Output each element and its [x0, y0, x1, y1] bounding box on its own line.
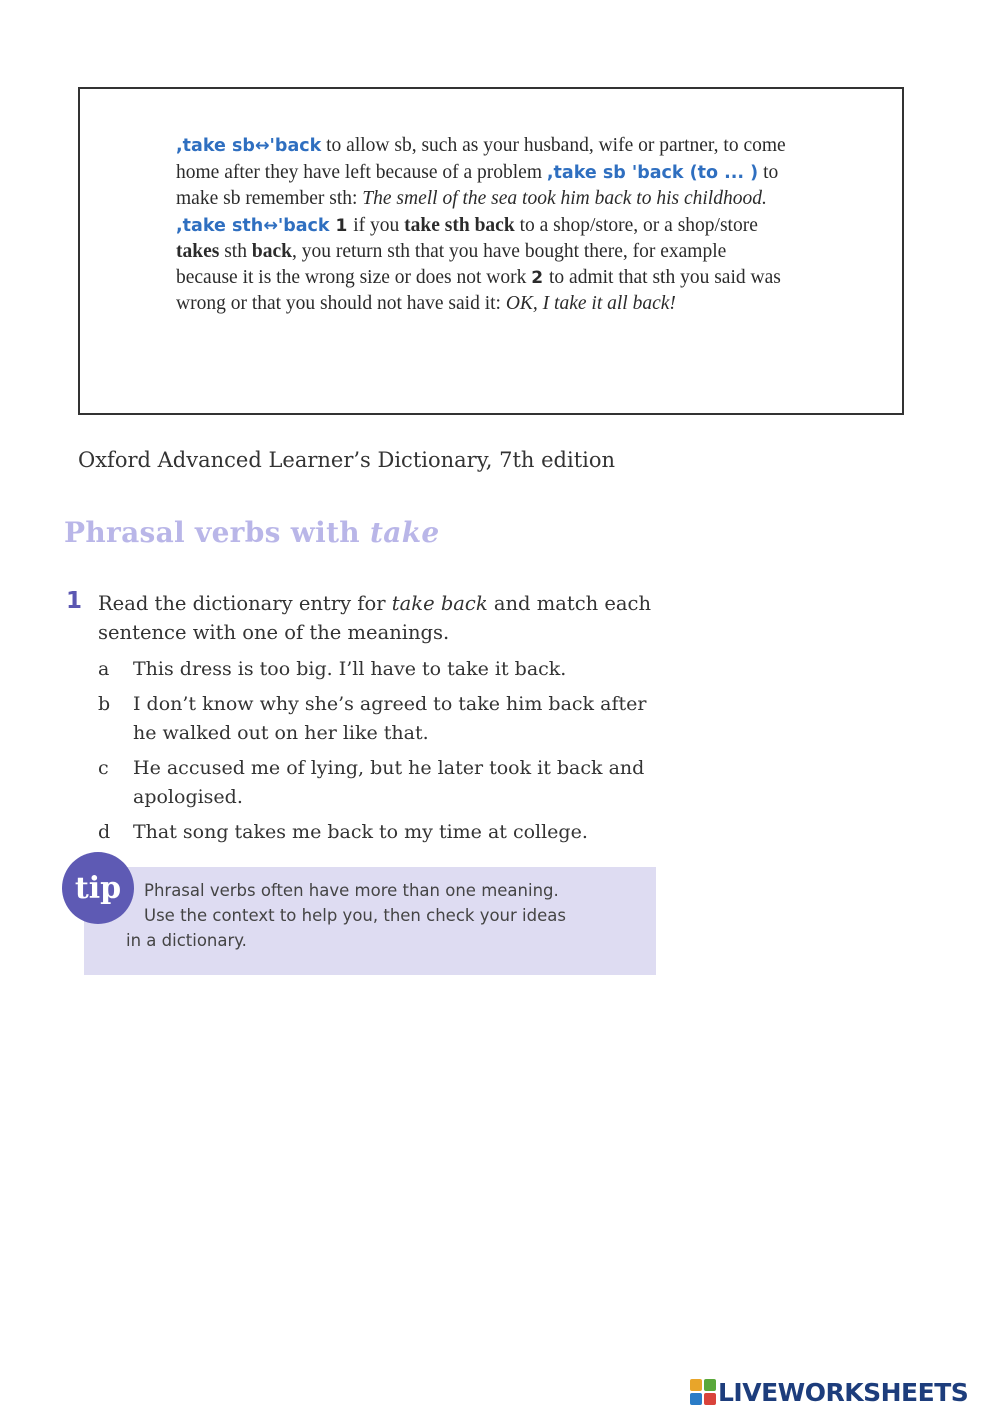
exercise-item-b	[98, 690, 668, 748]
logo-square-1	[690, 1379, 702, 1391]
liveworksheets-brand: LIVEWORKSHEETS	[718, 1377, 969, 1407]
definition-2: to make sb remember sth:	[176, 161, 779, 209]
dictionary-entry-box	[78, 87, 904, 415]
tip-line-2: Use the context to help you, then check your ideas	[144, 906, 566, 925]
exercise-items	[98, 655, 668, 853]
logo-square-4	[704, 1393, 716, 1405]
example-2: The smell of the sea took him back to his childhood.	[362, 188, 767, 209]
item-text: This dress is too big. I’ll have to take it back.	[133, 658, 567, 680]
item-text: He accused me of lying, but he later took it back and apologised.	[133, 757, 645, 808]
sense-number-2: 2	[531, 267, 549, 288]
item-letter: b	[98, 693, 111, 715]
instruction-post: and match each sentence with one of the meanings.	[98, 592, 652, 644]
instruction-pre: Read the dictionary entry for	[98, 592, 392, 615]
bold-phrase-3: back	[251, 241, 292, 262]
headword-take-sb-back-to: ,take sb 'back (to ... )	[546, 162, 759, 183]
tip-text	[128, 878, 638, 953]
exercise-number: 1	[66, 588, 83, 614]
item-text: That song takes me back to my time at college.	[133, 821, 588, 843]
definition-1: to allow sb, such as your husband, wife or partner, to come home after they have left because of a problem	[176, 135, 786, 183]
section-title-prefix: Phrasal verbs with	[64, 516, 371, 549]
definition-3c: sth	[219, 241, 252, 262]
liveworksheets-icon	[690, 1379, 716, 1405]
dictionary-source: Oxford Advanced Learner’s Dictionary, 7th edition	[78, 448, 616, 472]
example-3: OK, I take it all back!	[505, 293, 676, 314]
bold-phrase-1: take sth back	[404, 214, 515, 236]
tip-line-1: Phrasal verbs often have more than one meaning.	[144, 881, 559, 900]
sense-number-1: 1	[329, 215, 354, 236]
item-letter: a	[98, 658, 110, 680]
definition-3e: to admit that sth you said was wrong or that you should not have said it:	[176, 266, 781, 314]
item-letter: c	[98, 757, 109, 779]
exercise-item-c	[98, 754, 668, 812]
tip-line-3: in a dictionary.	[126, 931, 247, 950]
exercise-item-a	[98, 655, 668, 684]
headword-take-sb-back: ,take sb↔'back	[176, 136, 322, 156]
headword-take-sth-back: ,take sth↔'back	[176, 215, 330, 236]
definition-3a: if you	[353, 214, 405, 236]
section-title	[64, 516, 440, 549]
exercise-item-d	[98, 818, 668, 847]
bold-phrase-2: takes	[176, 241, 220, 262]
definition-3b: to a shop/store, or a shop/store	[514, 214, 758, 236]
liveworksheets-logo[interactable]	[690, 1376, 968, 1408]
instruction-emphasis: take back	[391, 592, 488, 615]
tip-badge: tip	[62, 852, 134, 924]
item-text: I don’t know why she’s agreed to take him back after he walked out on her like that.	[133, 693, 647, 744]
logo-square-2	[704, 1379, 716, 1391]
section-title-emphasis: take	[370, 516, 440, 549]
dictionary-entry-text	[176, 133, 786, 317]
logo-square-3	[690, 1393, 702, 1405]
item-letter: d	[98, 821, 111, 843]
definition-3d: , you return sth that you have bought there, for example because it is the wrong size or does not work	[176, 241, 727, 288]
exercise-instruction	[98, 589, 658, 647]
